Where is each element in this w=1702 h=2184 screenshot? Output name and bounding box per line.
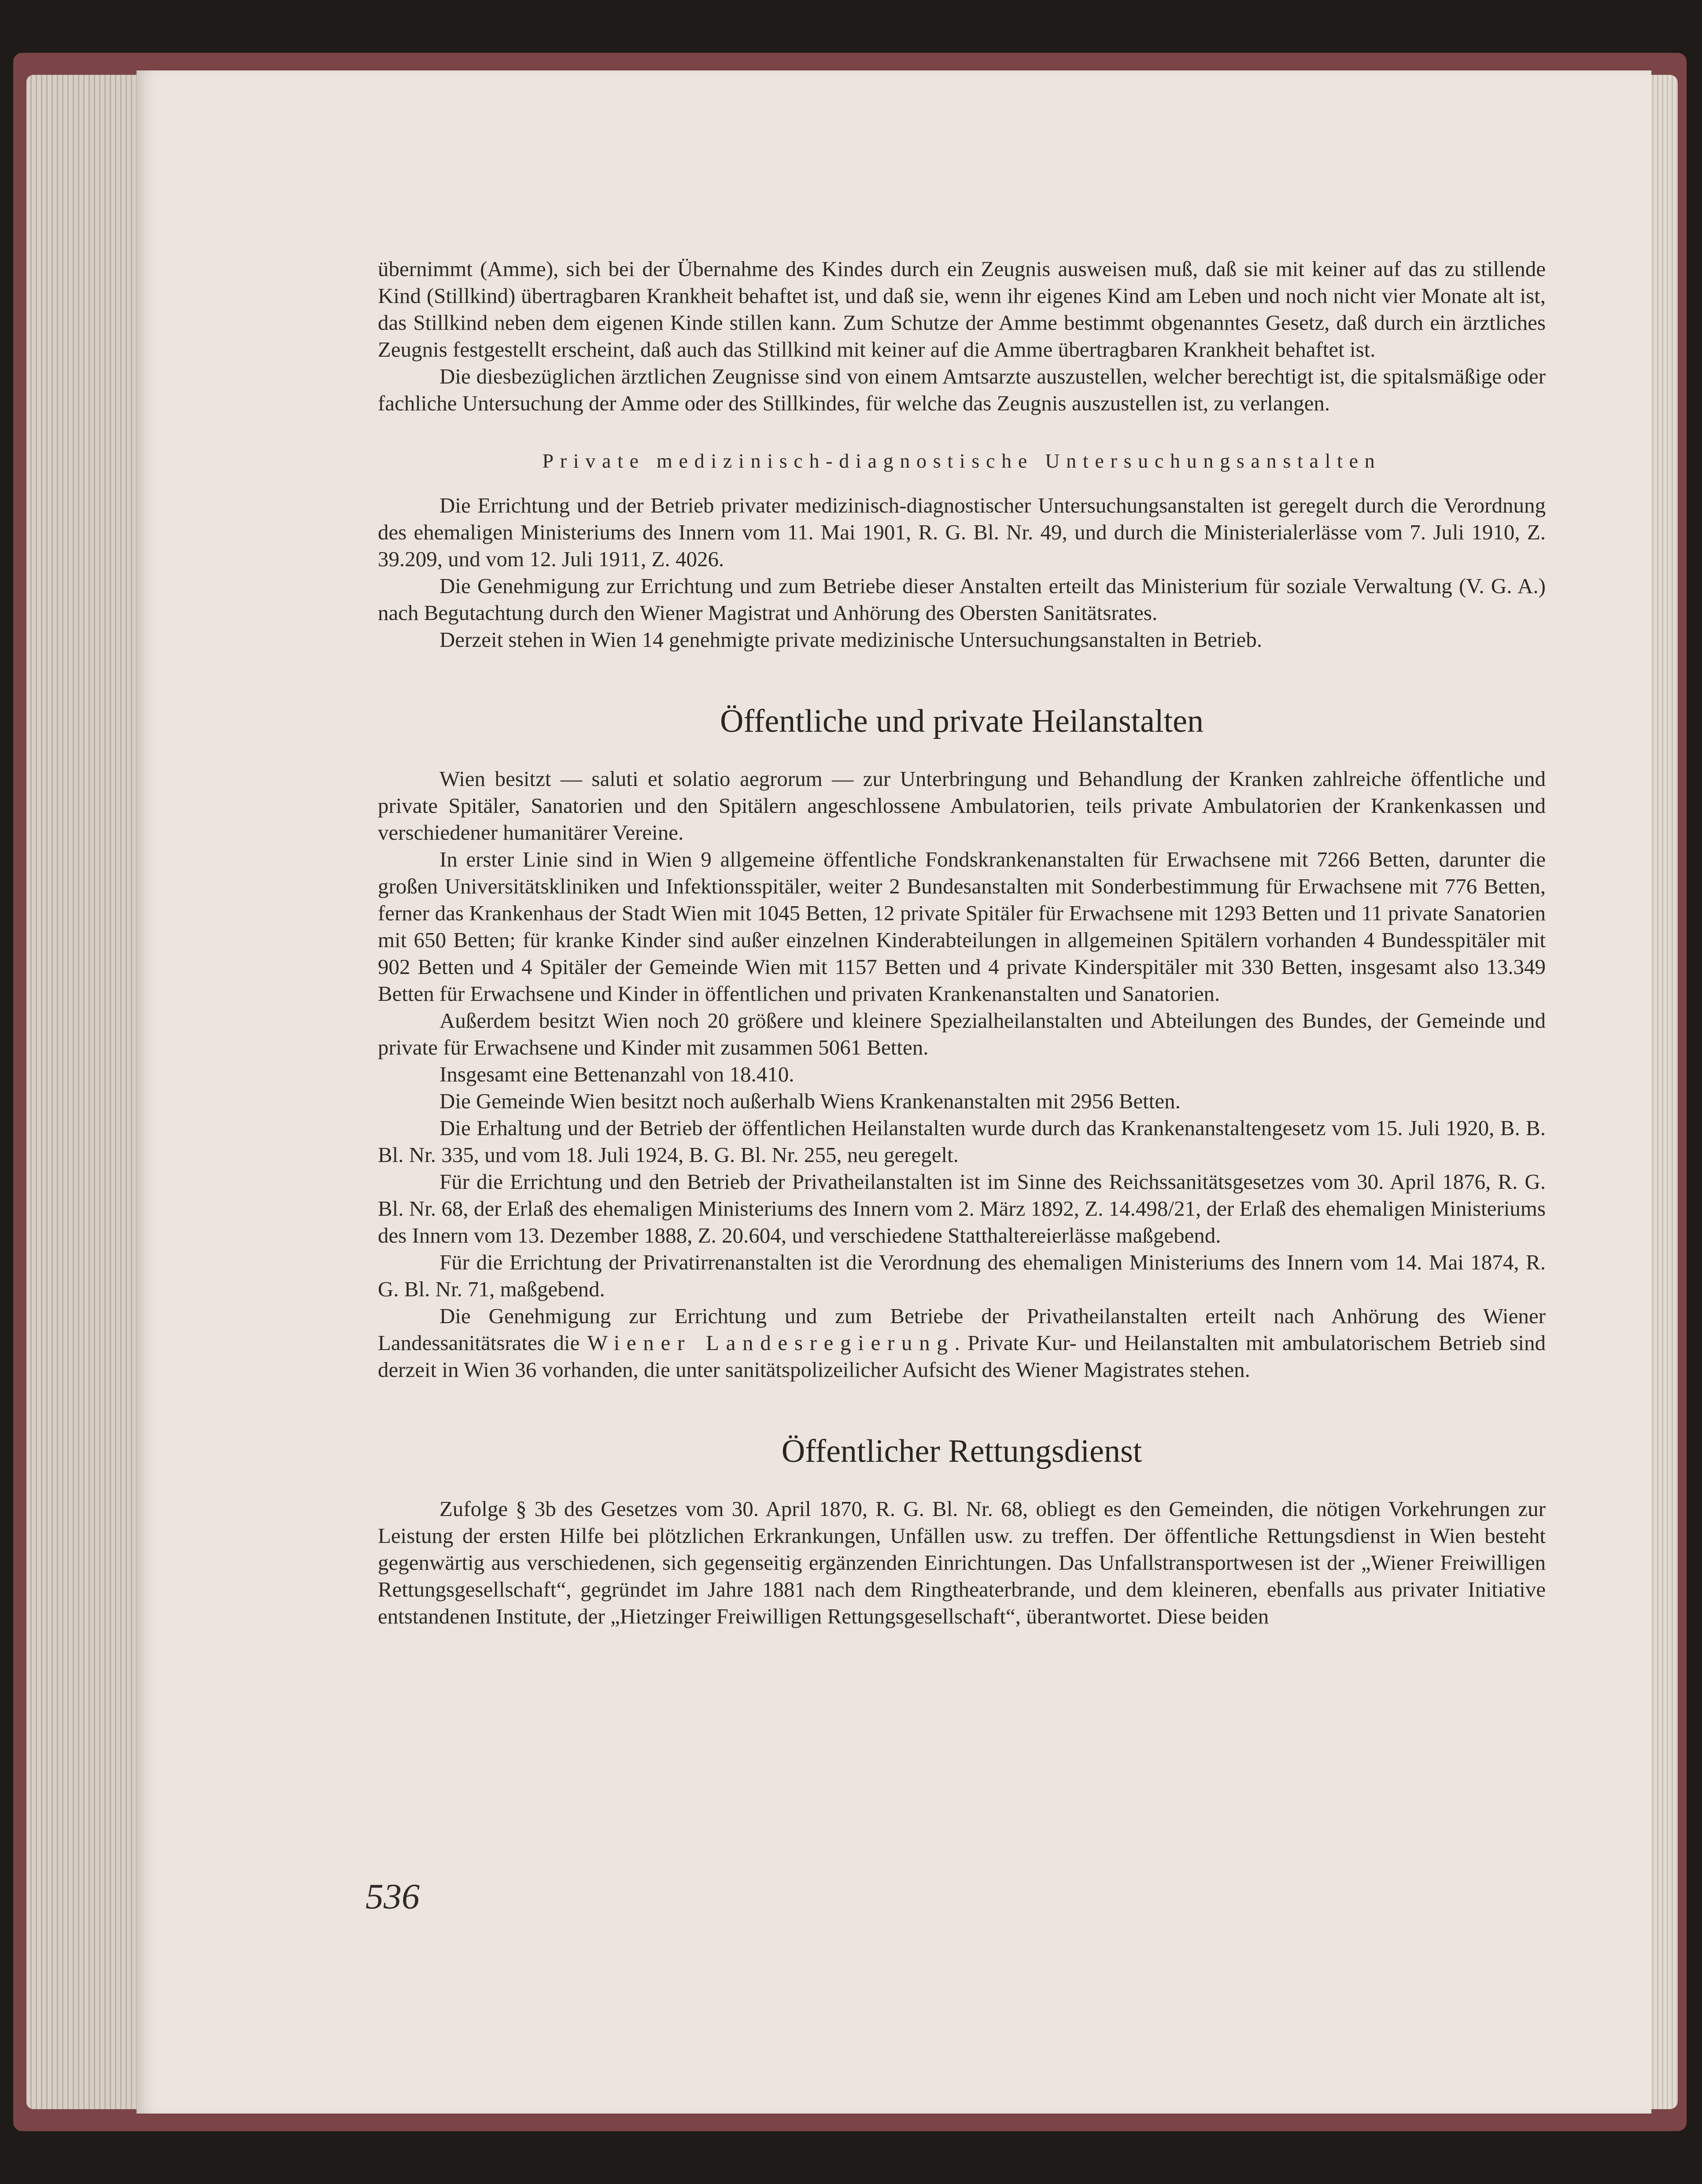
intro-paragraph-1: übernimmt (Amme), sich bei der Übernahme des Kindes durch ein Zeugnis ausweisen muß, daß sie mit keiner auf das zu stillende Kind (Stillkind) übertragbaren Krankheit behaftet ist, und daß sie, wenn ihr eigenes Kind am Leben und noch nicht vier Monate alt ist, das Stillkind neben dem eigenen Kinde stillen kann. Zum Schutze der Amme bestimmt obgenanntes Gesetz, daß durch ein ärztliches Zeugnis festgestellt erscheint, daß auch das Stillkind mit keiner auf die Amme übertragbaren Krankheit behaftet ist.	[378, 257, 1546, 362]
page-number: 536	[366, 1876, 420, 1916]
heilanstalten-paragraph-9	[378, 1302, 1546, 1383]
diagnostics-paragraph-3: Derzeit stehen in Wien 14 genehmigte private medizinische Untersuchungsanstalten in Betrieb.	[439, 627, 1263, 652]
book-page	[137, 70, 1651, 2114]
paragraph-9-end: . Private Kur- und Heilanstalten mit ambulatorischem Betrieb sind derzeit in Wien 36 vorhanden, die unter sanitätspolizeilicher Aufsicht des Wiener Magistrates stehen.	[378, 1331, 1546, 1382]
intro-paragraph-2: Die diesbezüglichen ärztlichen Zeugnisse sind von einem Amtsarzte auszustellen, welcher berechtigt ist, die spitalsmäßige oder fachliche Untersuchung der Amme oder des Stillkindes, für welche das Zeugnis auszustellen ist, zu verlangen.	[378, 364, 1546, 415]
rettungsdienst-paragraph-1: Zufolge § 3b des Gesetzes vom 30. April 1870, R. G. Bl. Nr. 68, obliegt es den Gemeinden, die nötigen Vorkehrungen zur Leistung der ersten Hilfe bei plötzlichen Erkrankungen, Unfällen usw. zu treffen. Der öffentliche Rettungsdienst in Wien besteht gegenwärtig aus verschiedenen, sich gegenseitig ergänzenden Einrichtungen. Das Unfallstransportwesen ist der „Wiener Freiwilligen Rettungsgesellschaft“, gegründet im Jahre 1881 nach dem Ringtheaterbrande, und dem kleineren, ebenfalls aus privater Initiative entstandenen Institute, der „Hietzinger Freiwilligen Rettungsgesellschaft“, überantwortet. Diese beiden	[378, 1497, 1546, 1628]
section-heading-private-diagnostics: Private medizinisch-diagnostische Untersuchungsanstalten	[542, 450, 1381, 472]
page-text-column	[378, 255, 1546, 1630]
heilanstalten-paragraph-2: In erster Linie sind in Wien 9 allgemeine öffentliche Fondskrankenanstalten für Erwachsene mit 7266 Betten, darunter die großen Universitätskliniken und Infektionsspitäler, weiter 2 Bundesanstalten mit Sonderbestimmung für Erwachsene mit 776 Betten, ferner das Krankenhaus der Stadt Wien mit 1045 Betten, 12 private Spitäler für Erwachsene mit 1293 Betten und 11 private Sanatorien mit 650 Betten; für kranke Kinder sind außer einzelnen Kinderabteilungen in allgemeinen Spitälern vorhanden 4 Bundesspitäler mit 902 Betten und 4 Spitäler der Gemeinde Wien mit 1157 Betten und 4 private Kinderspitäler mit 330 Betten, insgesamt also 13.349 Betten für Erwachsene und Kinder in öffentlichen und privaten Krankenanstalten und Sanatorien.	[378, 847, 1546, 1006]
heilanstalten-paragraph-4: Insgesamt eine Bettenanzahl von 18.410.	[439, 1062, 794, 1086]
diagnostics-paragraph-1: Die Errichtung und der Betrieb privater medizinisch-diagnostischer Untersuchungsanstalten ist geregelt durch die Verordnung des ehemaligen Ministeriums des Innern vom 11. Mai 1901, R. G. Bl. Nr. 49, und durch die Ministerialerlässe vom 7. Juli 1910, Z. 39.209, und vom 12. Juli 1911, Z. 4026.	[378, 493, 1546, 571]
section-heading-heilanstalten: Öffentliche und private Heilanstalten	[720, 703, 1204, 739]
heilanstalten-paragraph-6: Die Erhaltung und der Betrieb der öffentlichen Heilanstalten wurde durch das Krankenanstaltengesetz vom 15. Juli 1920, B. B. Bl. Nr. 335, und vom 18. Juli 1924, B. G. Bl. Nr. 255, neu geregelt.	[378, 1116, 1546, 1167]
section-heading-rettungsdienst: Öffentlicher Rettungsdienst	[781, 1433, 1142, 1469]
heilanstalten-paragraph-8: Für die Errichtung der Privatirrenanstalten ist die Verordnung des ehemaligen Ministeriums des Innern vom 14. Mai 1874, R. G. Bl. Nr. 71, maßgebend.	[378, 1250, 1546, 1301]
heilanstalten-paragraph-1: Wien besitzt — saluti et solatio aegrorum — zur Unterbringung und Behandlung der Kranken zahlreiche öffentliche und private Spitäler, Sanatorien und den Spitälern angeschlossene Ambulatorien, teils private Ambulatorien der Krankenkassen und verschiedener humanitärer Vereine.	[378, 767, 1546, 845]
paragraph-9-spaced-authority: Wiener Landesregierung	[587, 1331, 955, 1355]
heilanstalten-paragraph-3: Außerdem besitzt Wien noch 20 größere und kleinere Spezialheilanstalten und Abteilungen des Bundes, der Gemeinde und private für Erwachsene und Kinder mit zusammen 5061 Betten.	[378, 1008, 1546, 1059]
heilanstalten-paragraph-5: Die Gemeinde Wien besitzt noch außerhalb Wiens Krankenanstalten mit 2956 Betten.	[439, 1089, 1181, 1113]
heilanstalten-paragraph-7: Für die Errichtung und den Betrieb der Privatheilanstalten ist im Sinne des Reichssanitätsgesetzes vom 30. April 1876, R. G. Bl. Nr. 68, der Erlaß des ehemaligen Ministeriums des Innern vom 2. März 1892, Z. 14.498/21, der Erlaß des ehemaligen Ministeriums des Innern vom 13. Dezember 1888, Z. 20.604, und verschiedene Statthaltereierlässe maßgebend.	[378, 1169, 1546, 1247]
diagnostics-paragraph-2: Die Genehmigung zur Errichtung und zum Betriebe dieser Anstalten erteilt das Ministerium für soziale Verwaltung (V. G. A.) nach Begutachtung durch den Wiener Magistrat und Anhörung des Obersten Sanitätsrates.	[378, 574, 1546, 625]
paragraph-9-start: Die Genehmigung zur Errichtung und zum Betriebe der Privatheilanstalten erteilt nach Anhörung des Wiener Landessanitätsrates die	[378, 1304, 1546, 1355]
